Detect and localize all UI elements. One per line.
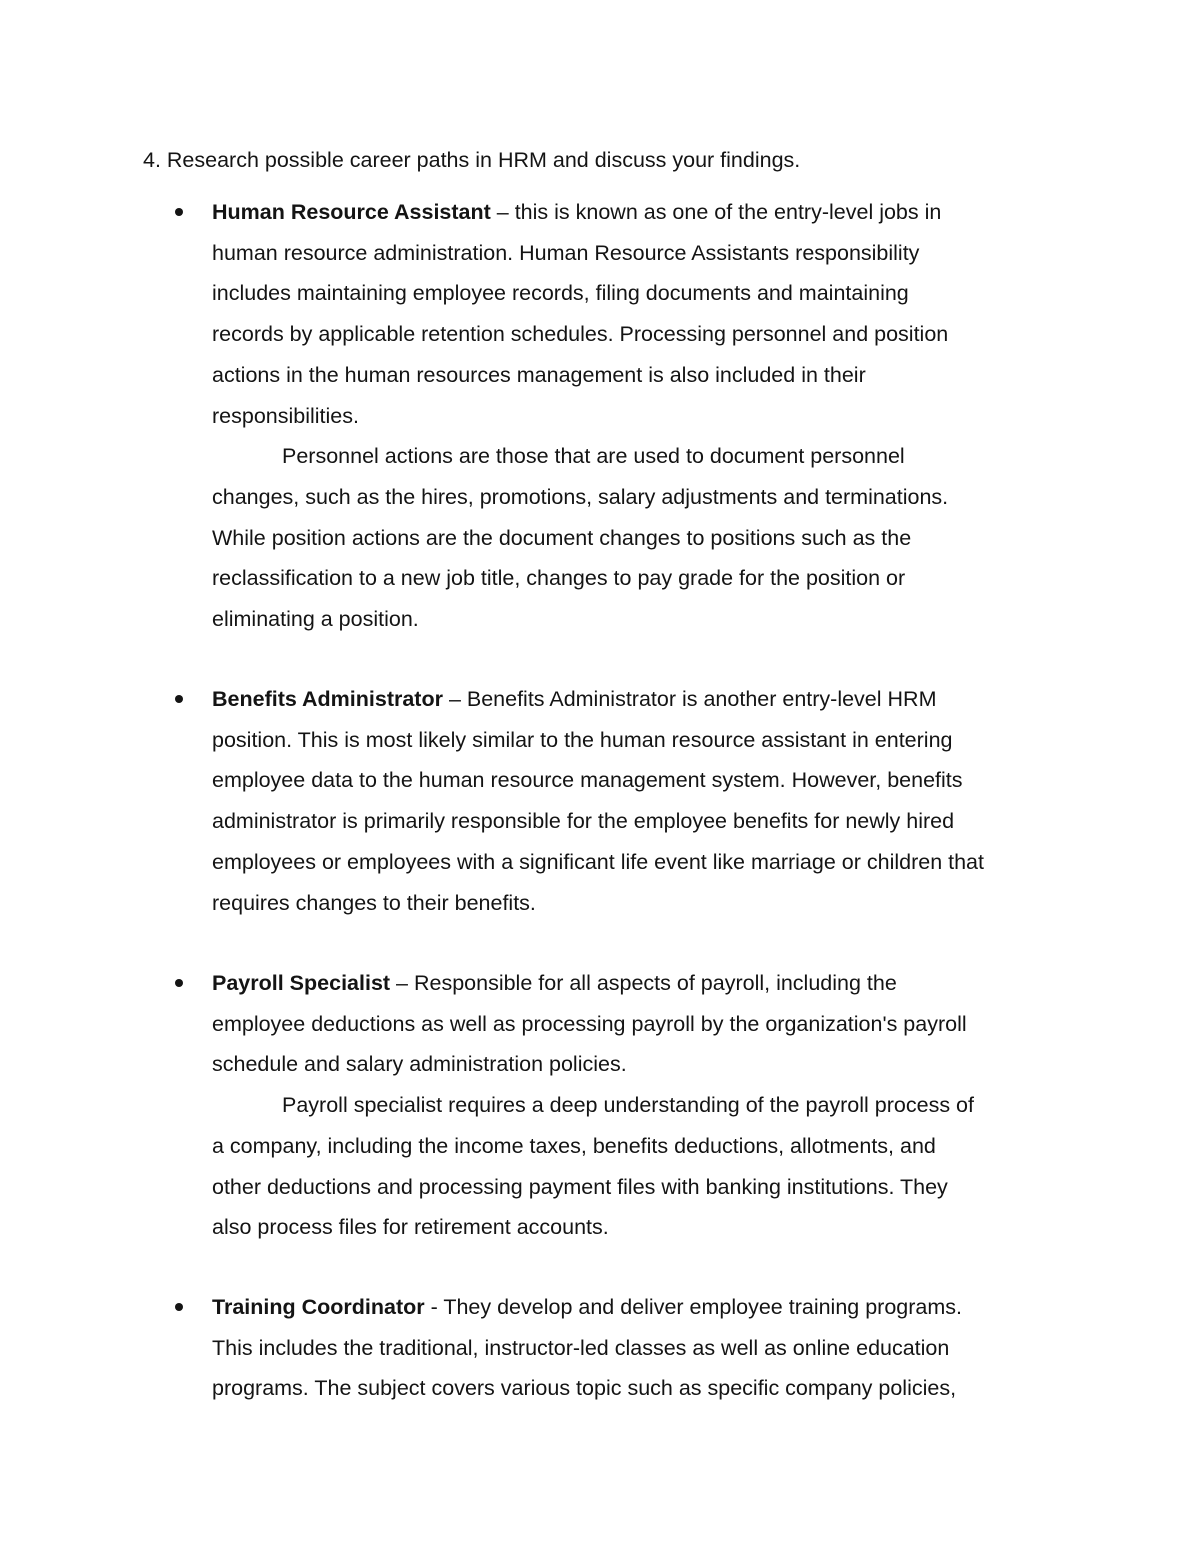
item-text-line: This includes the traditional, instructor-led classes as well as online education	[212, 1335, 950, 1360]
item-text-line: position. This is most likely similar to the human resource assistant in entering	[212, 727, 953, 752]
item-paragraph	[212, 1287, 1072, 1409]
item-text-line: actions in the human resources management is also included in their	[212, 362, 866, 387]
item-text-line: includes maintaining employee records, filing documents and maintaining	[212, 281, 909, 306]
item-separator: –	[442, 687, 467, 711]
item-text-line: responsibilities.	[212, 403, 359, 428]
item-term: Payroll Specialist	[212, 971, 391, 995]
item-text-line: employee deductions as well as processing payroll by the organization's payroll	[212, 1011, 967, 1036]
item-text-line: administrator is primarily responsible for the employee benefits for newly hired	[212, 809, 955, 834]
item-text-line: a company, including the income taxes, benefits deductions, allotments, and	[212, 1133, 936, 1158]
item-text-line: employees or employees with a significant life event like marriage or children that	[212, 849, 984, 874]
item-text-line: Benefits Administrator is another entry-level HRM	[466, 687, 937, 711]
item-text-line: Responsible for all aspects of payroll, including the	[413, 971, 897, 995]
item-text-line: records by applicable retention schedules. Processing personnel and position	[212, 322, 949, 347]
item-paragraph	[212, 963, 1072, 1085]
item-text-line: this is known as one of the entry-level jobs in	[514, 200, 942, 224]
item-text-line: employee data to the human resource management system. However, benefits	[212, 768, 963, 793]
list-item-payroll-specialist	[212, 963, 1072, 1248]
item-text-line: Personnel actions are those that are used to document personnel	[282, 444, 905, 469]
item-paragraph	[212, 1085, 1072, 1248]
bullet-icon	[175, 979, 183, 987]
bullet-icon	[175, 695, 183, 703]
item-text-line: programs. The subject covers various topic such as specific company policies,	[212, 1376, 957, 1401]
bullet-icon	[175, 208, 183, 216]
item-first-line	[212, 1287, 1072, 1328]
item-text-line: requires changes to their benefits.	[212, 890, 536, 915]
item-first-line	[212, 679, 1072, 720]
item-text-line: They develop and deliver employee training programs.	[443, 1295, 963, 1319]
item-paragraph	[212, 679, 1072, 923]
item-term: Human Resource Assistant	[212, 200, 491, 224]
item-text-line: eliminating a position.	[212, 607, 419, 632]
item-first-line	[212, 192, 1072, 233]
item-first-line	[212, 963, 1072, 1004]
item-separator: –	[490, 200, 515, 224]
item-separator: –	[390, 971, 414, 995]
list-item-benefits-administrator	[212, 679, 1072, 923]
list-item-human-resource-assistant	[212, 192, 1072, 640]
item-paragraph	[212, 192, 1072, 436]
item-text-line: other deductions and processing payment files with banking institutions. They	[212, 1174, 948, 1199]
item-text-line: human resource administration. Human Resource Assistants responsibility	[212, 240, 920, 265]
item-text-line: schedule and salary administration policies.	[212, 1052, 627, 1077]
item-text-line: changes, such as the hires, promotions, salary adjustments and terminations.	[212, 484, 949, 509]
item-text-line: While position actions are the document changes to positions such as the	[212, 525, 912, 550]
item-separator: -	[424, 1295, 444, 1319]
bullet-icon	[175, 1303, 183, 1311]
item-term: Benefits Administrator	[212, 687, 443, 711]
item-text-line: reclassification to a new job title, changes to pay grade for the position or	[212, 566, 906, 591]
question-heading: 4. Research possible career paths in HRM and discuss your findings.	[143, 148, 801, 172]
item-paragraph	[212, 436, 1072, 640]
list-item-training-coordinator	[212, 1287, 1072, 1409]
item-text-line: Payroll specialist requires a deep understanding of the payroll process of	[282, 1093, 974, 1118]
item-term: Training Coordinator	[212, 1295, 425, 1319]
item-text-line: also process files for retirement accounts.	[212, 1215, 609, 1240]
